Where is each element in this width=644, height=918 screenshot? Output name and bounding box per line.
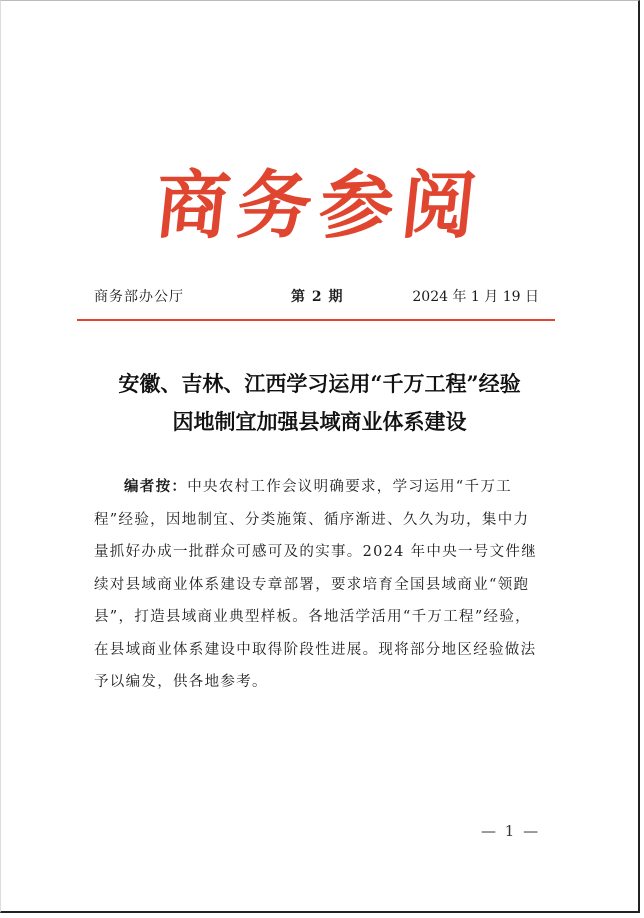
issue-meta-row [94, 287, 539, 307]
red-divider [77, 319, 555, 321]
headline-line-1: 安徽、吉林、江西学习运用“千万工程”经验 [118, 371, 521, 396]
issue-number: 第 2 期 [291, 289, 344, 305]
masthead-title: 商务参阅 [150, 163, 489, 249]
editor-note [94, 471, 540, 699]
page-number: — 1 — [481, 822, 541, 840]
editor-note-label: 编者按： [124, 479, 188, 495]
issue-date: 2024 年 1 月 19 日 [412, 289, 539, 305]
article-headline [1, 365, 638, 441]
issuing-office: 商务部办公厅 [94, 289, 184, 305]
editor-note-text: 中央农村工作会议明确要求，学习运用“千万工程”经验，因地制宜、分类施策、循序渐进、久久为功，集中力量抓好办成一批群众可感可及的实事。2024 年中央一号文件继续对县域商业体系建设专章部署，要求培育全国县域商业“领跑县”，打造县域商业典型样板。各地活学活用“千万工程”经验，在县域商业体系建设中取得阶段性进展。现将部分地区经验做法予以编发，供各地参考。 [94, 479, 538, 690]
headline-line-2: 因地制宜加强县域商业体系建设 [172, 409, 467, 434]
